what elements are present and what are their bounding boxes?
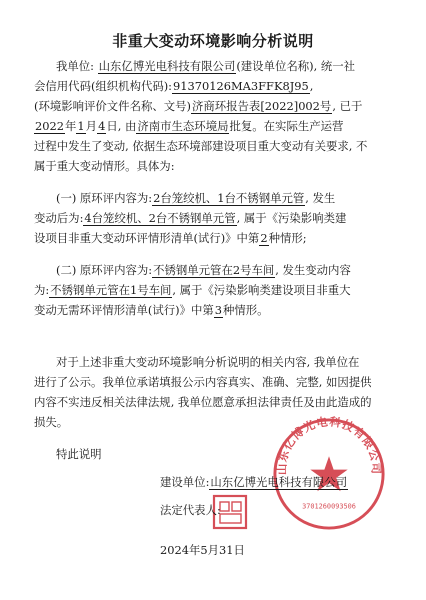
- closing-line-4: 损失。: [34, 415, 69, 429]
- intro-line-1: 我单位: 山东亿博光电科技有限公司(建设单位名称), 统一社: [56, 59, 355, 73]
- item2-line-2: 为:不锈钢单元管在1号车间, 属于《污染影响类建设项目非重大: [34, 283, 351, 297]
- report-number: 济商环报告表[2022]002号: [191, 99, 332, 113]
- item1-line-1: (一) 原环评内容为:2台笼绞机、1台不锈钢单元管, 发生: [56, 191, 336, 205]
- item2-line-3: 变动无需环评情形清单(试行)》中第3种情形。: [34, 303, 269, 317]
- item1-changed: 4台笼绞机、2台不锈钢单元管: [84, 211, 236, 225]
- signature-unit-name: 山东亿博光电科技有限公司: [210, 475, 348, 489]
- signature-date: 2024年5月31日: [160, 543, 245, 557]
- closing-line-1: 对于上述非重大变动环境影响分析说明的相关内容, 我单位在: [56, 355, 360, 369]
- intro-line-6: 属于重大变动情形。具体为:: [34, 159, 175, 173]
- document-title: 非重大变动环境影响分析说明: [112, 32, 314, 50]
- approver: 济南市生态环境局: [137, 119, 229, 133]
- item1-line-3: 设项目非重大变动环评情形清单(试行)》中第2种情形;: [34, 231, 307, 245]
- credit-code: 91370126MA3FFK8J95: [173, 79, 309, 93]
- company-name: 山东亿博光电科技有限公司: [98, 59, 236, 73]
- item1-original: 2台笼绞机、1台不锈钢单元管: [153, 191, 305, 205]
- item2-clause: 3: [214, 303, 222, 317]
- closing-line-2: 进行了公示。我单位承诺填报公示内容真实、准确、完整, 如因提供: [34, 375, 372, 389]
- intro-line-5: 过程中发生了变动, 依据生态环境部建设项目重大变动有关要求, 不: [34, 139, 368, 153]
- approval-day: 4: [98, 119, 106, 133]
- intro-line-2: 会信用代码(组织机构代码):91370126MA3FFK8J95,: [34, 79, 314, 93]
- intro-line-3: (环境影响评价文件名称、文号)济商环报告表[2022]002号, 已于: [34, 99, 363, 113]
- item1-clause: 2: [260, 231, 268, 245]
- signature-representative: 法定代表人:: [160, 503, 221, 517]
- seal-text: 山东亿博光电科技有限公司: [275, 415, 383, 475]
- item2-changed: 不锈钢单元管在1号车间: [50, 283, 172, 297]
- approval-month: 1: [77, 119, 85, 133]
- signature-unit-line: 建设单位:山东亿博光电科技有限公司: [160, 475, 348, 489]
- seal-number: 3701260093506: [302, 502, 356, 511]
- closing-line-3: 内容不实违反相关法律法规, 我单位愿意承担法律责任及由此造成的: [34, 395, 372, 409]
- intro-line-4: 2022年1月4日, 由济南市生态环境局批复。在实际生产运营: [35, 119, 344, 133]
- special-note: 特此说明: [56, 447, 102, 461]
- item1-line-2: 变动后为:4台笼绞机、2台不锈钢单元管, 属于《污染影响类建: [34, 211, 347, 225]
- approval-year: 2022: [35, 119, 64, 133]
- item2-line-1: (二) 原环评内容为:不锈钢单元管在2号车间, 发生变动内容: [56, 263, 351, 277]
- item2-original: 不锈钢单元管在2号车间: [153, 263, 275, 277]
